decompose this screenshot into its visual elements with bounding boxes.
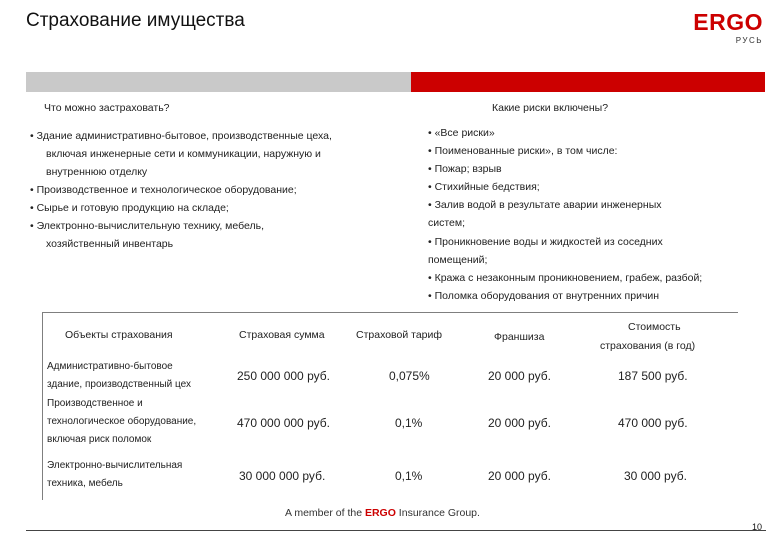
object-line: Электронно-вычислительная [47, 460, 183, 471]
table-header-cost-2: страхования (в год) [600, 340, 696, 352]
list-item: хозяйственный инвентарь [46, 238, 174, 250]
table-cell-deductible: 20 000 руб. [488, 369, 551, 383]
bottom-divider [26, 530, 766, 531]
table-header-deductible: Франшиза [494, 331, 545, 343]
table-header-objects: Объекты страхования [65, 329, 173, 341]
right-heading: Какие риски включены? [492, 102, 609, 114]
table-cell-deductible: 20 000 руб. [488, 469, 551, 483]
page-title: Страхование имущества [26, 10, 245, 31]
footer-text [285, 507, 480, 519]
risks-list [428, 124, 768, 305]
logo-wordmark: ERGO [693, 9, 763, 35]
table-cell-cost: 30 000 руб. [624, 469, 687, 483]
insurable-objects-list [30, 127, 410, 253]
header-bar-grey [26, 72, 411, 92]
object-line: здание, производственный цех [47, 379, 191, 390]
table-cell-cost: 187 500 руб. [618, 369, 688, 383]
list-item: • Проникновение воды и жидкостей из соседних [428, 235, 663, 248]
footer-brand: ERGO [364, 507, 396, 519]
list-item: • Здание административно-бытовое, производственные цеха, [30, 130, 332, 142]
table-cell-rate: 0,1% [395, 416, 423, 430]
table-cell-sum: 470 000 000 руб. [237, 416, 330, 430]
table-cell-deductible: 20 000 руб. [488, 416, 551, 430]
table-row-object [47, 358, 191, 394]
list-item: систем; [428, 217, 466, 230]
object-line: Административно-бытовое [47, 361, 173, 372]
table-header-cost: Стоимость [628, 321, 681, 333]
object-line: включая риск поломок [47, 434, 152, 445]
table-row-object [47, 395, 196, 449]
list-item: • Производственное и технологическое оборудование; [30, 184, 297, 196]
list-item: • Залив водой в результате аварии инженерных [428, 199, 662, 212]
page-number: 10 [752, 522, 763, 532]
list-item: внутреннюю отделку [46, 166, 148, 178]
object-line: Производственное и [47, 398, 143, 409]
list-item: • Кража с незаконным проникновением, грабеж, разбой; [428, 271, 703, 284]
table-row-object [47, 457, 182, 493]
ergo-logo [683, 10, 763, 46]
table-header-rate: Страховой тариф [356, 329, 442, 341]
list-item: • Сырье и готовую продукцию на складе; [30, 202, 229, 214]
insurance-table [42, 312, 738, 500]
table-cell-cost: 470 000 руб. [618, 416, 688, 430]
table-cell-rate: 0,1% [395, 469, 423, 483]
list-item: • Поименованные риски», в том числе: [428, 145, 618, 158]
list-item: помещений; [428, 253, 488, 266]
list-item: • Пожар; взрыв [428, 163, 502, 176]
header-bar-red [411, 72, 765, 92]
list-item: • Электронно-вычислительную технику, мебель, [30, 220, 265, 232]
table-cell-sum: 30 000 000 руб. [239, 469, 326, 483]
list-item: • Стихийные бедствия; [428, 181, 540, 194]
table-cell-rate: 0,075% [389, 369, 430, 383]
footer-suffix: Insurance Group. [395, 507, 480, 519]
object-line: технологическое оборудование, [47, 416, 197, 427]
table-header-sum: Страховая сумма [239, 329, 325, 341]
list-item: • Поломка оборудования от внутренних причин [428, 289, 660, 302]
table-cell-sum: 250 000 000 руб. [237, 369, 330, 383]
object-line: техника, мебель [47, 478, 123, 489]
logo-subtitle: РУСЬ [735, 36, 763, 45]
list-item: включая инженерные сети и коммуникации, наружную и [46, 148, 321, 160]
footer-prefix: A member of the [285, 507, 365, 519]
left-heading: Что можно застраховать? [44, 102, 170, 114]
list-item: • «Все риски» [428, 127, 495, 139]
